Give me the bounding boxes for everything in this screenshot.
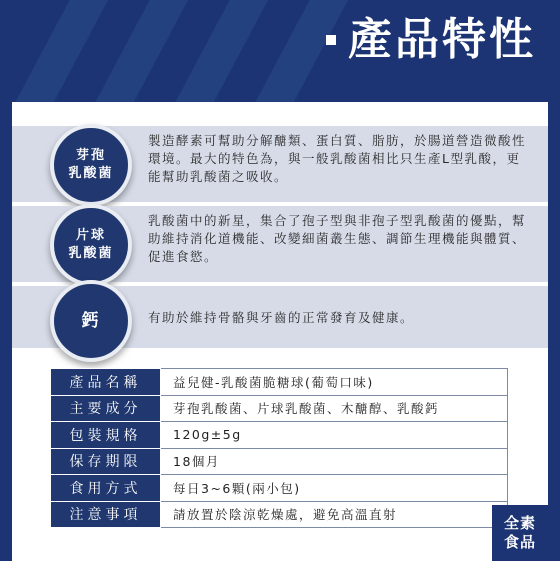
spec-value: 18個月 [161, 448, 508, 475]
badge-line2: 食品 [503, 533, 536, 551]
spec-value: 請放置於陰涼乾燥處，避免高溫直射 [161, 501, 508, 528]
table-row [51, 422, 508, 449]
feature-description: 有助於維持骨骼與牙齒的正常發育及健康。 [148, 310, 415, 325]
table-row [51, 501, 508, 528]
table-row [51, 448, 508, 475]
feature-badge-circle [50, 280, 132, 362]
feature-description: 製造酵素可幫助分解醣類、蛋白質、脂肪，於腸道營造微酸性環境。最大的特色為，與一般乳酸菌相比只生產L型乳酸，更能幫助乳酸菌之吸收。 [148, 133, 527, 184]
feature-description: 乳酸菌中的新星，集合了孢子型與非孢子型乳酸菌的優點，幫助維持消化道機能、改變細菌叢生態、調節生理機能與體質、促進食慾。 [148, 213, 527, 264]
decorative-stripe [84, 0, 189, 102]
table-row [51, 395, 508, 422]
title-bullet-icon [326, 35, 336, 45]
spec-label: 保存期限 [51, 448, 161, 475]
feature-name-line2: 乳酸菌 [68, 166, 114, 181]
table-row [51, 475, 508, 502]
spec-label: 包裝規格 [51, 422, 161, 449]
vegan-badge [492, 505, 548, 561]
left-border [0, 100, 12, 561]
feature-name-line1: 鈣 [81, 311, 101, 331]
feature-name-line2: 乳酸菌 [68, 246, 114, 261]
badge-line1: 全素 [503, 514, 536, 532]
feature-badge-circle [50, 204, 132, 286]
decorative-stripe [4, 0, 109, 102]
spec-value: 每日3~6顆(兩小包) [161, 475, 508, 502]
feature-row-calcium [12, 280, 548, 370]
feature-name-line1: 片球 [75, 228, 106, 243]
title-group [326, 14, 536, 65]
feature-name-line1: 芽孢 [75, 148, 106, 163]
spec-label: 主要成分 [51, 395, 161, 422]
header-banner [0, 0, 560, 102]
spec-value: 120g±5g [161, 422, 508, 449]
table-row [51, 369, 508, 396]
spec-label: 食用方式 [51, 475, 161, 502]
right-border [548, 100, 560, 561]
spec-label: 注意事項 [51, 501, 161, 528]
feature-badge-circle [50, 124, 132, 206]
spec-table [50, 368, 508, 528]
spec-value: 益兒健-乳酸菌脆糖球(葡萄口味) [161, 369, 508, 396]
spec-label: 產品名稱 [51, 369, 161, 396]
spec-value: 芽孢乳酸菌、片球乳酸菌、木醣醇、乳酸鈣 [161, 395, 508, 422]
decorative-stripe [164, 0, 269, 102]
page-title: 產品特性 [348, 14, 536, 65]
